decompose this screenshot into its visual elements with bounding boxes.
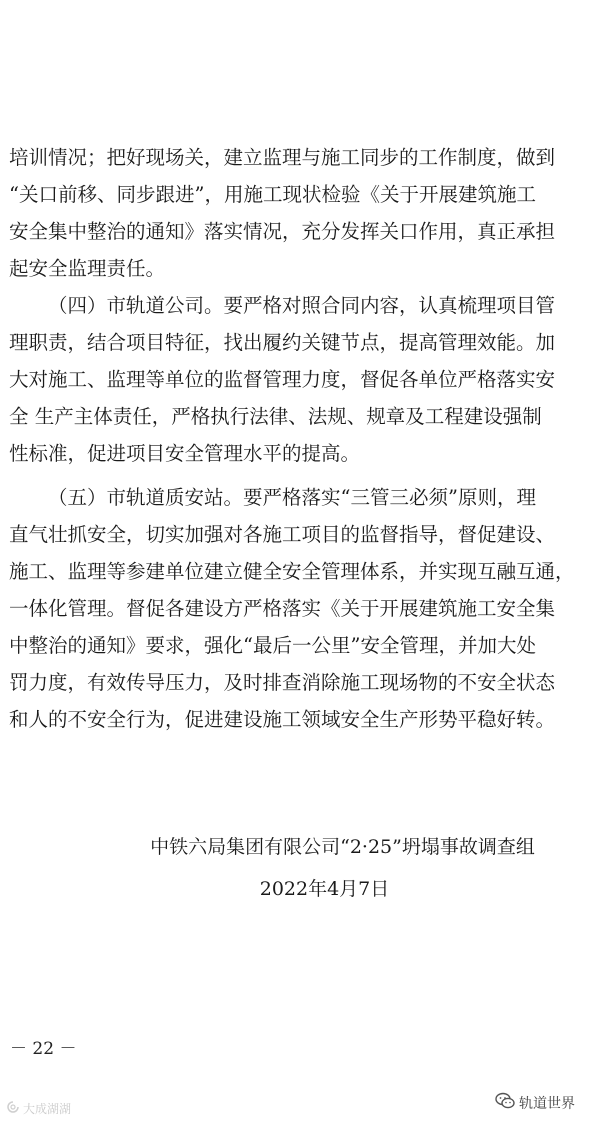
body-line: 安全集中整治的通知》落实情况，充分发挥关口作用，真正承担 (9, 220, 556, 243)
watermark-right (495, 1092, 575, 1114)
body-line: 和人的不安全行为，促进建设施工领域安全生产形势平稳好转。 (9, 708, 556, 731)
body-line: “关口前移、同步跟进”，用施工现状检验《关于开展建筑施工 (9, 183, 536, 206)
body-line: 培训情况；把好现场关，建立监理与施工同步的工作制度，做到 (9, 146, 556, 169)
signature-date: 2022年4月7日 (259, 878, 390, 900)
body-line: 全 生产主体责任，严格执行法律、法规、规章及工程建设强制 (9, 405, 542, 428)
body-line: 施工、监理等参建单位建立健全安全管理体系，并实现互融互通， (9, 560, 575, 583)
body-line: （五）市轨道质安站。要严格落实“三管三必须”原则，理 (48, 486, 536, 509)
body-line: 理职责，结合项目特征，找出履约关键节点，提高管理效能。加 (9, 331, 556, 354)
watermark-left (6, 1100, 71, 1117)
body-line: 起安全监理责任。 (9, 257, 166, 280)
body-line: 一体化管理。督促各建设方严格落实《关于开展建筑施工安全集 (9, 597, 556, 620)
body-line: （四）市轨道公司。要严格对照合同内容，认真梳理项目管 (48, 294, 556, 317)
swirl-icon (6, 1100, 20, 1117)
body-line: 大对施工、监理等单位的监督管理力度，督促各单位严格落实安 (9, 368, 556, 391)
page-number: － 22 － (10, 1039, 77, 1059)
watermark-left-text: 大成湖湖 (23, 1102, 72, 1116)
wechat-icon (495, 1092, 515, 1114)
signature-organization: 中铁六局集团有限公司“2·25”坍塌事故调查组 (150, 836, 535, 858)
watermark-right-text: 轨道世界 (519, 1096, 575, 1112)
body-line: 性标准，促进项目安全管理水平的提高。 (9, 442, 361, 465)
body-line: 中整治的通知》要求，强化“最后一公里”安全管理，并加大处 (9, 634, 536, 657)
body-line: 罚力度，有效传导压力，及时排查消除施工现场物的不安全状态 (9, 671, 556, 694)
body-line: 直气壮抓安全，切实加强对各施工项目的监督指导，督促建设、 (9, 523, 556, 546)
